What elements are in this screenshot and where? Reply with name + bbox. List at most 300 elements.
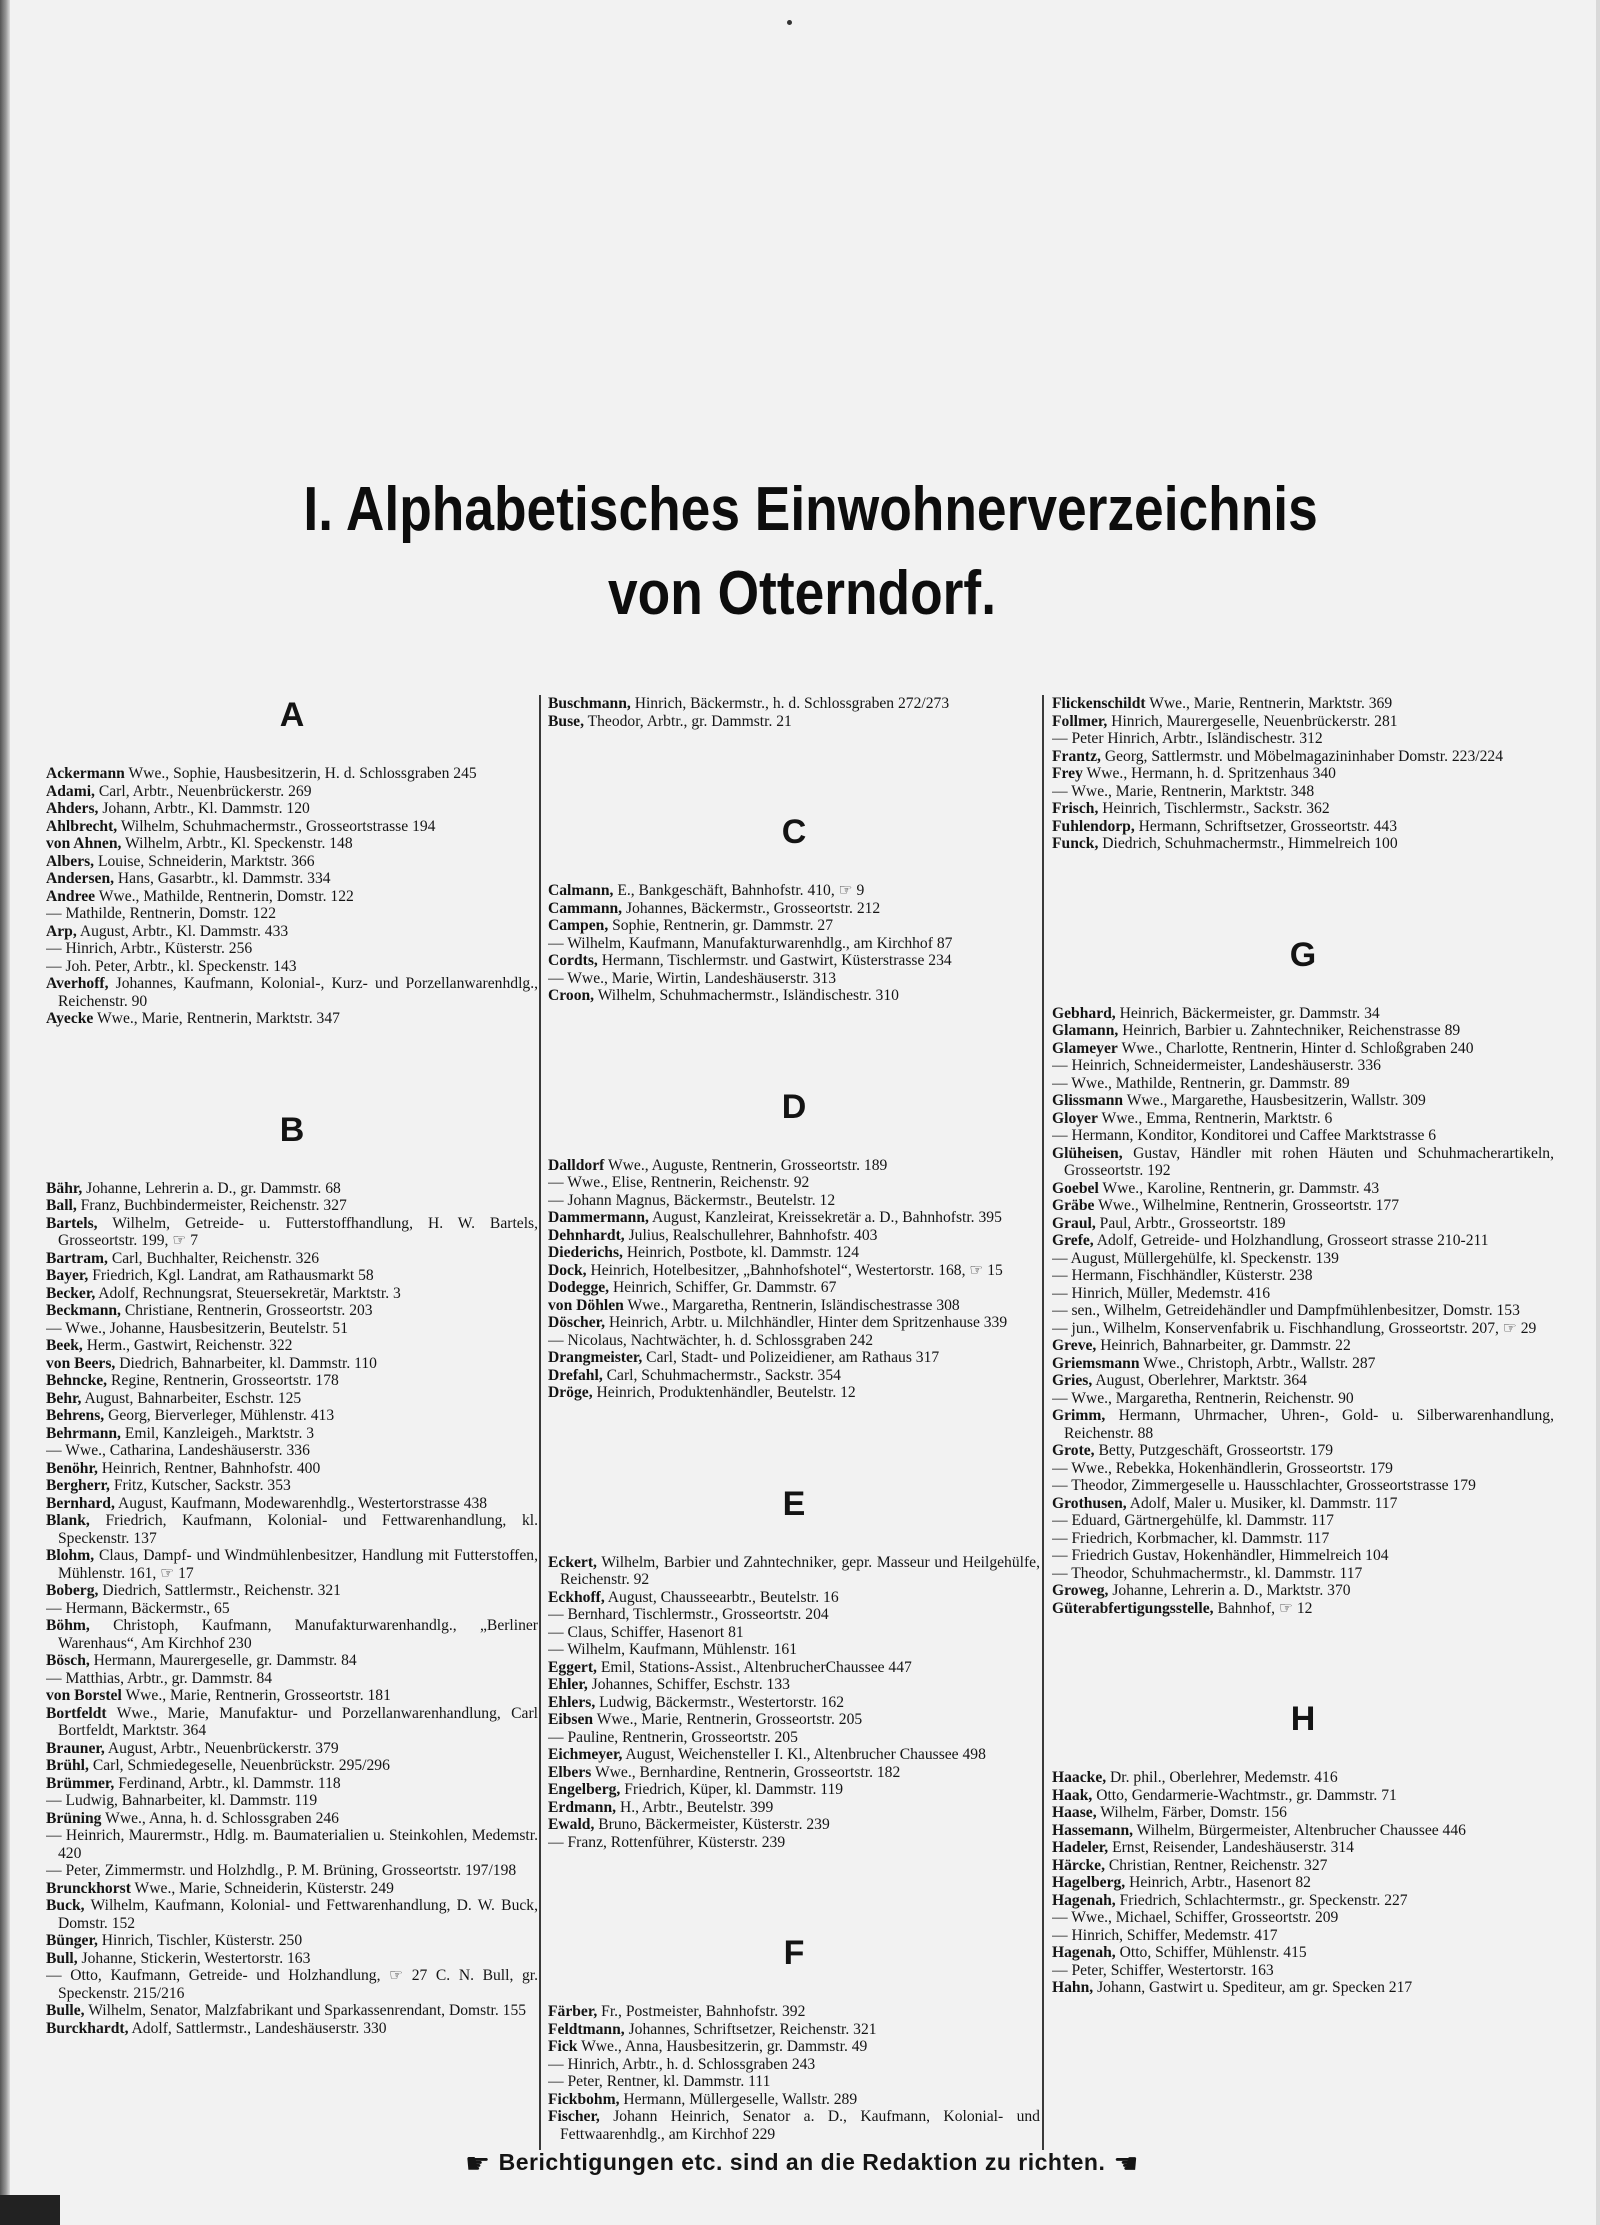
- entry-details: Carl, Buchhalter, Reichenstr. 326: [111, 1249, 320, 1267]
- section-letter: B: [279, 1110, 305, 1149]
- entry-surname: Hagenah,: [1052, 1891, 1116, 1909]
- directory-entry: [1052, 1495, 1554, 1513]
- directory-entry: [46, 1582, 538, 1600]
- directory-entry: [1052, 1320, 1554, 1338]
- directory-entry: [46, 2002, 538, 2020]
- entry-details: Ludwig, Bäckermstr., Westertorstr. 162: [599, 1693, 845, 1711]
- entry-details: Herm., Gastwirt, Reichenstr. 322: [86, 1337, 293, 1354]
- directory-entry: [46, 1897, 538, 1932]
- entry-details: Otto, Schiffer, Mühlenstr. 415: [1119, 1944, 1307, 1961]
- section-letter: H: [1290, 1700, 1316, 1738]
- directory-entry: [46, 958, 538, 976]
- section-letter: D: [781, 1087, 807, 1126]
- directory-entry: [548, 917, 1040, 935]
- entry-surname: Groweg,: [1052, 1582, 1109, 1599]
- directory-entry: [1052, 1600, 1554, 1618]
- entry-surname: Gräbe: [1052, 1197, 1095, 1214]
- entry-surname: Haase,: [1052, 1804, 1097, 1821]
- entry-details: Christoph, Kaufmann, Manufakturwarenhandlg., „Berliner Warenhaus“, Am Kirchhof 230: [58, 1617, 538, 1652]
- directory-entry: [46, 940, 538, 958]
- directory-entry: [548, 935, 1040, 953]
- entry-details: Emil, Stations-Assist., AltenbrucherChaussee 447: [600, 1658, 912, 1676]
- entry-details: Wilhelm, Getreide- u. Futterstoffhandlung, H. W. Bartels, Grosseortstr. 199, ☞ 7: [58, 1214, 538, 1249]
- entry-details: Heinrich, Arbtr. u. Milchhändler, Hinter dem Spritzenhause 339: [608, 1314, 1008, 1331]
- entry-details: — Wwe., Margaretha, Rentnerin, Reichenstr. 90: [1052, 1389, 1354, 1407]
- entry-surname: von Döhlen: [548, 1296, 624, 1314]
- directory-entry: [548, 1297, 1040, 1315]
- entry-details: August, Kaufmann, Modewarenhdlg., Westertorstrasse 438: [117, 1494, 488, 1512]
- section-spacer: [1052, 975, 1554, 1005]
- entry-details: — sen., Wilhelm, Getreidehändler und Dampfmühlenbesitzer, Domstr. 153: [1052, 1302, 1520, 1319]
- entry-surname: Brühl,: [46, 1757, 89, 1774]
- entry-surname: Bayer,: [46, 1267, 89, 1284]
- directory-entry: [1052, 1460, 1554, 1478]
- entry-details: Heinrich, Rentner, Bahnhofstr. 400: [101, 1459, 321, 1477]
- entry-surname: Behrens,: [46, 1407, 105, 1424]
- entry-surname: Drangmeister,: [548, 1349, 643, 1366]
- directory-entry: [548, 2056, 1040, 2074]
- directory-entry: [1052, 1127, 1554, 1145]
- directory-entry: [46, 1687, 538, 1705]
- directory-entry: [46, 905, 538, 923]
- directory-entry: [46, 2020, 538, 2038]
- entry-details: Heinrich, Hotelbesitzer, „Bahnhofshotel“, Westertorstr. 168, ☞ 15: [590, 1261, 1003, 1279]
- directory-entry: [1052, 1822, 1554, 1840]
- entry-details: — Eduard, Gärtnergehülfe, kl. Dammstr. 117: [1052, 1512, 1334, 1529]
- entry-surname: Frisch,: [1052, 800, 1099, 817]
- directory-entry: [46, 1215, 538, 1250]
- entry-surname: Hahn,: [1052, 1979, 1094, 1996]
- print-speck: [787, 20, 792, 25]
- entry-details: — Theodor, Schuhmachermstr., kl. Dammstr. 117: [1052, 1564, 1363, 1582]
- entry-details: Carl, Stadt- und Polizeidiener, am Rathaus 317: [646, 1349, 940, 1366]
- entry-details: — Theodor, Zimmergeselle u. Hausschlachter, Grosseortstrasse 179: [1052, 1477, 1476, 1494]
- directory-entry: [548, 1279, 1040, 1297]
- directory-entry: [1052, 1145, 1554, 1180]
- entry-details: Wwe., Anna, h. d. Schlossgraben 246: [105, 1809, 339, 1827]
- directory-entry: [1052, 1565, 1554, 1583]
- directory-entry: [548, 1367, 1040, 1385]
- directory-entry: [548, 1554, 1040, 1589]
- directory-entry: [1052, 1355, 1554, 1373]
- entry-details: Heinrich, Bäckermeister, gr. Dammstr. 34: [1119, 1004, 1380, 1022]
- directory-entry: [1052, 1022, 1554, 1040]
- entry-details: Wwe., Wilhelmine, Rentnerin, Grosseortstr. 177: [1098, 1197, 1400, 1214]
- scan-edge: [0, 2195, 60, 2225]
- directory-entry: [1052, 1057, 1554, 1075]
- directory-entry: [1052, 1407, 1554, 1442]
- entry-details: Wwe., Hermann, h. d. Spritzenhaus 340: [1086, 765, 1336, 782]
- directory-entry: [1052, 1839, 1554, 1857]
- directory-entry: [46, 888, 538, 906]
- entry-surname: Brunckhorst: [46, 1879, 131, 1897]
- entry-details: Gustav, Händler mit rohen Häuten und Schuhmacherartikeln, Grosseortstr. 192: [1064, 1144, 1554, 1179]
- entry-details: H., Arbtr., Beutelstr. 399: [619, 1798, 774, 1816]
- section-spacer: [548, 730, 1040, 812]
- pointing-hand-left-icon: ☚: [1113, 2148, 1139, 2179]
- directory-entry: [548, 1711, 1040, 1729]
- directory-entry: [548, 2108, 1040, 2143]
- entry-details: Ernst, Reisender, Landeshäuserstr. 314: [1112, 1839, 1354, 1856]
- entry-details: Adolf, Maler u. Musiker, kl. Dammstr. 117: [1129, 1494, 1398, 1512]
- entry-surname: Ackermann: [46, 765, 125, 782]
- entry-details: — Hinrich, Arbtr., Küsterstr. 256: [46, 940, 253, 957]
- entry-surname: Grefe,: [1052, 1232, 1094, 1249]
- directory-entry: [548, 1227, 1040, 1245]
- entry-details: Adolf, Rechnungsrat, Steuersekretär, Marktstr. 3: [98, 1284, 401, 1302]
- entry-details: Carl, Schuhmachermstr., Sackstr. 354: [606, 1366, 841, 1384]
- directory-entry: [46, 1425, 538, 1443]
- entry-details: August, Arbtr., Neuenbrückerstr. 379: [107, 1739, 339, 1757]
- entry-surname: Gries,: [1052, 1372, 1093, 1389]
- directory-entry: [548, 1694, 1040, 1712]
- section-spacer: [1052, 1739, 1554, 1769]
- entry-details: — Johann Magnus, Bäckermstr., Beutelstr. 12: [548, 1191, 836, 1209]
- directory-entry: [1052, 1857, 1554, 1875]
- directory-entry: [46, 1302, 538, 1320]
- entry-details: Paul, Arbtr., Grosseortstr. 189: [1099, 1214, 1286, 1232]
- entry-surname: Bulle,: [46, 2002, 85, 2019]
- entry-details: Otto, Gendarmerie-Wachtmstr., gr. Dammstr. 71: [1096, 1786, 1397, 1804]
- entry-surname: Grothusen,: [1052, 1494, 1127, 1512]
- entry-details: Regine, Rentnerin, Grosseortstr. 178: [111, 1372, 339, 1389]
- entry-details: Wwe., Bernhardine, Rentnerin, Grosseortstr. 182: [594, 1763, 901, 1781]
- directory-entry: [1052, 713, 1554, 731]
- directory-entry: [1052, 1302, 1554, 1320]
- entry-surname: Graul,: [1052, 1214, 1096, 1232]
- entry-surname: Behncke,: [46, 1372, 108, 1389]
- entry-surname: Diederichs,: [548, 1244, 623, 1261]
- entry-details: — Pauline, Rentnerin, Grosseortstr. 205: [548, 1728, 798, 1746]
- title-line-1: I. Alphabetisches Einwohnerverzeichnis: [303, 475, 1318, 544]
- entry-details: — Hermann, Konditor, Konditorei und Caffee Marktstrasse 6: [1052, 1127, 1437, 1144]
- directory-entry: [1052, 835, 1554, 853]
- entry-surname: von Borstel: [46, 1687, 122, 1704]
- directory-entry: [46, 1495, 538, 1513]
- entry-surname: Fickbohm,: [548, 2090, 620, 2108]
- entry-details: Friedrich, Schlachtermstr., gr. Speckenstr. 227: [1119, 1891, 1408, 1909]
- entry-details: Franz, Buchbindermeister, Reichenstr. 327: [80, 1197, 347, 1214]
- directory-entry: [548, 2091, 1040, 2109]
- directory-entry: [548, 1192, 1040, 1210]
- directory-entry: [46, 1775, 538, 1793]
- directory-entry: [548, 1262, 1040, 1280]
- entry-surname: Dalldorf: [548, 1156, 605, 1174]
- entry-surname: Bartels,: [46, 1214, 98, 1232]
- directory-entry: [46, 1617, 538, 1652]
- page-title: [119, 470, 1485, 634]
- entry-details: Wwe., Karoline, Rentnerin, gr. Dammstr. 43: [1102, 1179, 1380, 1197]
- entry-surname: Engelberg,: [548, 1781, 621, 1798]
- directory-entry: [46, 835, 538, 853]
- section-letter: G: [1289, 935, 1317, 974]
- entry-details: — Nicolaus, Nachtwächter, h. d. Schlossgraben 242: [548, 1331, 874, 1349]
- entry-surname: Glamann,: [1052, 1022, 1119, 1039]
- directory-entry: [548, 1209, 1040, 1227]
- directory-entry: [1052, 748, 1554, 766]
- directory-page: [8, 0, 1596, 2225]
- entry-surname: Flickenschildt: [1052, 695, 1146, 712]
- entry-surname: Ahders,: [46, 800, 99, 817]
- directory-entry: [46, 853, 538, 871]
- entry-details: Johann, Gastwirt u. Spediteur, am gr. Specken 217: [1097, 1979, 1413, 1996]
- entry-surname: Bergherr,: [46, 1477, 110, 1494]
- entry-details: Wwe., Auguste, Rentnerin, Grosseortstr. 189: [607, 1156, 888, 1174]
- entry-surname: Grote,: [1052, 1442, 1095, 1459]
- footer-text: Berichtigungen etc. sind an die Redaktion zu richten.: [498, 2149, 1106, 2175]
- entry-details: — Peter, Schiffer, Westertorstr. 163: [1052, 1961, 1274, 1979]
- directory-entry: [46, 1197, 538, 1215]
- directory-entry: [1052, 1582, 1554, 1600]
- entry-surname: Eckhoff,: [548, 1588, 605, 1606]
- entry-details: Wwe., Charlotte, Rentnerin, Hinter d. Schloßgraben 240: [1121, 1039, 1474, 1057]
- entry-surname: Cordts,: [548, 952, 598, 969]
- entry-details: Wilhelm, Färber, Domstr. 156: [1100, 1804, 1287, 1821]
- directory-entry: [46, 1740, 538, 1758]
- entry-details: Louise, Schneiderin, Marktstr. 366: [97, 852, 315, 870]
- entry-details: Heinrich, Schiffer, Gr. Dammstr. 67: [612, 1279, 837, 1296]
- directory-entry: [1052, 1372, 1554, 1390]
- entry-surname: Gloyer: [1052, 1109, 1098, 1127]
- directory-entry: [548, 1384, 1040, 1402]
- entry-details: Johann Heinrich, Senator a. D., Kaufmann, Kolonial- und Fettwaarenhdlg., am Kirchhof 229: [560, 2108, 1040, 2143]
- directory-entry: [46, 1792, 538, 1810]
- entry-details: Wwe., Marie, Schneiderin, Küsterstr. 249: [134, 1879, 394, 1897]
- entry-details: — Hinrich, Müller, Medemstr. 416: [1052, 1284, 1271, 1302]
- entry-details: — Peter, Rentner, kl. Dammstr. 111: [548, 2073, 771, 2090]
- entry-details: — Matthias, Arbtr., gr. Dammstr. 84: [46, 1669, 273, 1687]
- directory-entry: [1052, 1530, 1554, 1548]
- section-spacer: [548, 1005, 1040, 1087]
- entry-details: — Friedrich Gustav, Hokenhändler, Himmelreich 104: [1052, 1547, 1389, 1564]
- directory-entry: [46, 818, 538, 836]
- entry-details: Bruno, Bäckermeister, Küsterstr. 239: [598, 1816, 830, 1833]
- directory-entry: [46, 870, 538, 888]
- entry-details: Hinrich, Maurergeselle, Neuenbrückerstr. 281: [1111, 712, 1398, 730]
- entry-surname: Funck,: [1052, 835, 1099, 852]
- entry-details: — Wilhelm, Kaufmann, Mühlenstr. 161: [548, 1641, 797, 1658]
- directory-entry: [1052, 1040, 1554, 1058]
- entry-details: — Heinrich, Maurermstr., Hdlg. m. Baumaterialien u. Steinkohlen, Medemstr. 420: [46, 1827, 538, 1862]
- entry-surname: Burckhardt,: [46, 2019, 129, 2037]
- directory-entry: [1052, 1769, 1554, 1787]
- directory-entry: [548, 1676, 1040, 1694]
- entry-details: Wilhelm, Kaufmann, Kolonial- und Fettwarenhandlung, D. W. Buck, Domstr. 152: [58, 1897, 538, 1932]
- directory-entry: [1052, 1232, 1554, 1250]
- column-divider: [539, 695, 541, 2150]
- entry-surname: Erdmann,: [548, 1798, 617, 1816]
- entry-details: Johannes, Kaufmann, Kolonial-, Kurz- und Porzellanwarenhdlg., Reichenstr. 90: [58, 975, 538, 1010]
- entry-details: Ferdinand, Arbtr., kl. Dammstr. 118: [118, 1774, 341, 1792]
- entry-surname: Dehnhardt,: [548, 1226, 625, 1244]
- directory-entry: [46, 765, 538, 783]
- entry-details: — jun., Wilhelm, Konservenfabrik u. Fischhandlung, Grosseortstr. 207, ☞ 29: [1052, 1319, 1537, 1337]
- entry-details: — Otto, Kaufmann, Getreide- und Holzhandlung, ☞ 27 C. N. Bull, gr. Speckenstr. 215/216: [46, 1967, 538, 2002]
- entry-details: — Wwe., Marie, Wirtin, Landeshäuserstr. 313: [548, 969, 837, 987]
- entry-surname: Ehler,: [548, 1676, 588, 1693]
- directory-entry: [548, 1606, 1040, 1624]
- directory-column-2: [548, 695, 1040, 2155]
- entry-surname: Eibsen: [548, 1711, 594, 1728]
- entry-details: — Hinrich, Arbtr., h. d. Schlossgraben 243: [548, 2055, 816, 2073]
- entry-surname: Goebel: [1052, 1179, 1099, 1197]
- section-spacer: [46, 1150, 538, 1180]
- section-letter: C: [781, 813, 807, 851]
- entry-details: Carl, Arbtr., Neuenbrückerstr. 269: [98, 782, 312, 800]
- entry-surname: Albers,: [46, 852, 95, 870]
- entry-details: Carl, Schmiedegeselle, Neuenbrückstr. 295/296: [92, 1757, 390, 1774]
- entry-details: — Franz, Rottenführer, Küsterstr. 239: [548, 1833, 786, 1851]
- directory-entry: [46, 1827, 538, 1862]
- entry-details: — Wilhelm, Kaufmann, Manufakturwarenhdlg., am Kirchhof 87: [548, 934, 953, 952]
- entry-details: Wwe., Mathilde, Rentnerin, Domstr. 122: [98, 887, 354, 905]
- entry-surname: Brüning: [46, 1809, 102, 1827]
- directory-entry: [548, 2021, 1040, 2039]
- entry-details: Heinrich, Arbtr., Hasenort 82: [1129, 1874, 1311, 1891]
- entry-details: Wilhelm, Bürgermeister, Altenbrucher Chaussee 446: [1136, 1821, 1466, 1839]
- directory-entry: [1052, 1804, 1554, 1822]
- entry-details: Hinrich, Tischler, Küsterstr. 250: [101, 1932, 303, 1949]
- directory-entry: [1052, 1390, 1554, 1408]
- directory-entry: [548, 1641, 1040, 1659]
- entry-details: Adolf, Sattlermstr., Landeshäuserstr. 330: [131, 2019, 387, 2037]
- entry-details: Diedrich, Bahnarbeiter, kl. Dammstr. 110: [119, 1354, 377, 1372]
- entry-surname: Croon,: [548, 987, 595, 1004]
- directory-entry: [548, 1314, 1040, 1332]
- directory-column-3: [1052, 695, 1554, 2155]
- entry-details: Theodor, Arbtr., gr. Dammstr. 21: [587, 712, 792, 730]
- entry-surname: Arp,: [46, 922, 77, 940]
- directory-entry: [46, 1880, 538, 1898]
- directory-entry: [1052, 1180, 1554, 1198]
- entry-surname: Ehlers,: [548, 1693, 596, 1711]
- entry-surname: Dröge,: [548, 1384, 593, 1401]
- entry-surname: Fick: [548, 2038, 578, 2055]
- entry-details: Johanne, Lehrerin a. D., gr. Dammstr. 68: [86, 1179, 341, 1197]
- entry-surname: Elbers: [548, 1763, 592, 1781]
- entry-details: — Friedrich, Korbmacher, kl. Dammstr. 117: [1052, 1529, 1330, 1547]
- directory-entry: [1052, 1962, 1554, 1980]
- entry-details: Bahnhof, ☞ 12: [1217, 1599, 1313, 1617]
- directory-entry: [1052, 818, 1554, 836]
- directory-entry: [548, 970, 1040, 988]
- directory-entry: [46, 1757, 538, 1775]
- directory-entry: [46, 1442, 538, 1460]
- entry-details: — Peter, Zimmermstr. und Holzhdlg., P. M. Brüning, Grosseortstr. 197/198: [46, 1862, 517, 1879]
- entry-details: — Wwe., Mathilde, Rentnerin, gr. Dammstr. 89: [1052, 1074, 1350, 1092]
- directory-entry: [548, 2003, 1040, 2021]
- entry-details: — Joh. Peter, Arbtr., kl. Speckenstr. 143: [46, 957, 297, 975]
- entry-details: August, Bahnarbeiter, Eschstr. 125: [84, 1389, 302, 1407]
- entry-surname: Frey: [1052, 765, 1083, 782]
- entry-details: Wwe., Anna, Hausbesitzerin, gr. Dammstr. 49: [581, 2038, 868, 2055]
- entry-details: Sophie, Rentnerin, gr. Dammstr. 27: [612, 917, 834, 934]
- directory-entry: [46, 1670, 538, 1688]
- entry-details: Heinrich, Bahnarbeiter, gr. Dammstr. 22: [1100, 1337, 1351, 1354]
- section-spacer: [1052, 853, 1554, 935]
- directory-entry: [548, 1764, 1040, 1782]
- entry-details: Christiane, Rentnerin, Grosseortstr. 203: [124, 1302, 373, 1319]
- section-spacer: [548, 852, 1040, 882]
- entry-details: Heinrich, Barbier u. Zahntechniker, Reichenstrasse 89: [1122, 1022, 1461, 1039]
- directory-entry: [46, 800, 538, 818]
- section-spacer: [46, 1028, 538, 1110]
- entry-details: Wilhelm, Schuhmachermstr., Isländischestr. 310: [597, 987, 899, 1004]
- entry-details: Wwe., Sophie, Hausbesitzerin, H. d. Schlossgraben 245: [128, 765, 477, 782]
- directory-column-1: [46, 695, 538, 2155]
- directory-entry: [46, 1180, 538, 1198]
- entry-surname: Eckert,: [548, 1553, 597, 1571]
- entry-details: Johannes, Bäckermstr., Grosseortstr. 212: [625, 899, 881, 917]
- entry-details: Hermann, Uhrmacher, Uhren-, Gold- u. Silberwarenhandlung, Reichenstr. 88: [1064, 1407, 1554, 1442]
- directory-entry: [548, 1589, 1040, 1607]
- directory-entry: [46, 1950, 538, 1968]
- section-letter: E: [782, 1484, 806, 1523]
- section-spacer: [548, 1973, 1040, 2003]
- entry-surname: Adami,: [46, 782, 95, 800]
- entry-details: — Peter Hinrich, Arbtr., Isländischestr. 312: [1052, 730, 1323, 747]
- entry-surname: Buschmann,: [548, 695, 631, 712]
- entry-surname: Färber,: [548, 2003, 598, 2020]
- entry-surname: Güterabfertigungsstelle,: [1052, 1599, 1214, 1617]
- directory-entry: [1052, 730, 1554, 748]
- directory-entry: [46, 923, 538, 941]
- entry-surname: Härcke,: [1052, 1856, 1105, 1874]
- directory-entry: [1052, 1337, 1554, 1355]
- entry-details: Wwe., Margarethe, Hausbesitzerin, Wallstr. 309: [1126, 1092, 1426, 1109]
- entry-surname: Hadeler,: [1052, 1839, 1109, 1856]
- footer-note: [8, 2147, 1596, 2180]
- section-spacer: [548, 1524, 1040, 1554]
- entry-details: Heinrich, Postbote, kl. Dammstr. 124: [626, 1244, 859, 1261]
- entry-details: Hermann, Müllergeselle, Wallstr. 289: [623, 2090, 858, 2108]
- entry-details: Fr., Postmeister, Bahnhofstr. 392: [601, 2003, 806, 2020]
- directory-entry: [46, 1600, 538, 1618]
- entry-surname: Brümmer,: [46, 1774, 115, 1792]
- directory-entry: [1052, 1787, 1554, 1805]
- entry-details: Christian, Rentner, Reichenstr. 327: [1108, 1856, 1328, 1874]
- entry-details: Betty, Putzgeschäft, Grosseortstr. 179: [1098, 1442, 1334, 1459]
- entry-surname: Fuhlendorp,: [1052, 817, 1135, 835]
- directory-entry: [1052, 1092, 1554, 1110]
- entry-details: Hermann, Maurergeselle, gr. Dammstr. 84: [93, 1652, 357, 1669]
- entry-details: Wwe., Marie, Manufaktur- und Porzellanwarenhandlung, Carl Bortfeldt, Marktstr. 364: [58, 1704, 538, 1739]
- entry-surname: Behr,: [46, 1389, 82, 1407]
- directory-entry: [1052, 1477, 1554, 1495]
- entry-details: — Hinrich, Schiffer, Medemstr. 417: [1052, 1926, 1278, 1944]
- entry-details: Emil, Kanzleigeh., Marktstr. 3: [124, 1424, 315, 1442]
- entry-surname: Griemsmann: [1052, 1354, 1140, 1372]
- entry-details: — Wwe., Johanne, Hausbesitzerin, Beutelstr. 51: [46, 1319, 348, 1337]
- directory-entry: [1052, 1197, 1554, 1215]
- entry-details: August, Kanzleirat, Kreissekretär a. D., Bahnhofstr. 395: [651, 1209, 1002, 1226]
- entry-details: Diedrich, Schuhmachermstr., Himmelreich 100: [1102, 835, 1398, 852]
- directory-entry: [548, 987, 1040, 1005]
- entry-details: Georg, Sattlermstr. und Möbelmagazininhaber Domstr. 223/224: [1104, 747, 1504, 765]
- entry-surname: Follmer,: [1052, 712, 1108, 730]
- directory-entry: [46, 1810, 538, 1828]
- directory-entry: [1052, 800, 1554, 818]
- directory-entry: [548, 695, 1040, 713]
- entry-details: — Claus, Schiffer, Hasenort 81: [548, 1623, 744, 1641]
- entry-details: — Mathilde, Rentnerin, Domstr. 122: [46, 905, 276, 922]
- entry-surname: Becker,: [46, 1284, 96, 1302]
- entry-details: Johanne, Stickerin, Westertorstr. 163: [81, 1949, 311, 1967]
- entry-surname: Andersen,: [46, 870, 115, 887]
- directory-entry: [1052, 1927, 1554, 1945]
- directory-entry: [548, 1746, 1040, 1764]
- directory-entry: [548, 1624, 1040, 1642]
